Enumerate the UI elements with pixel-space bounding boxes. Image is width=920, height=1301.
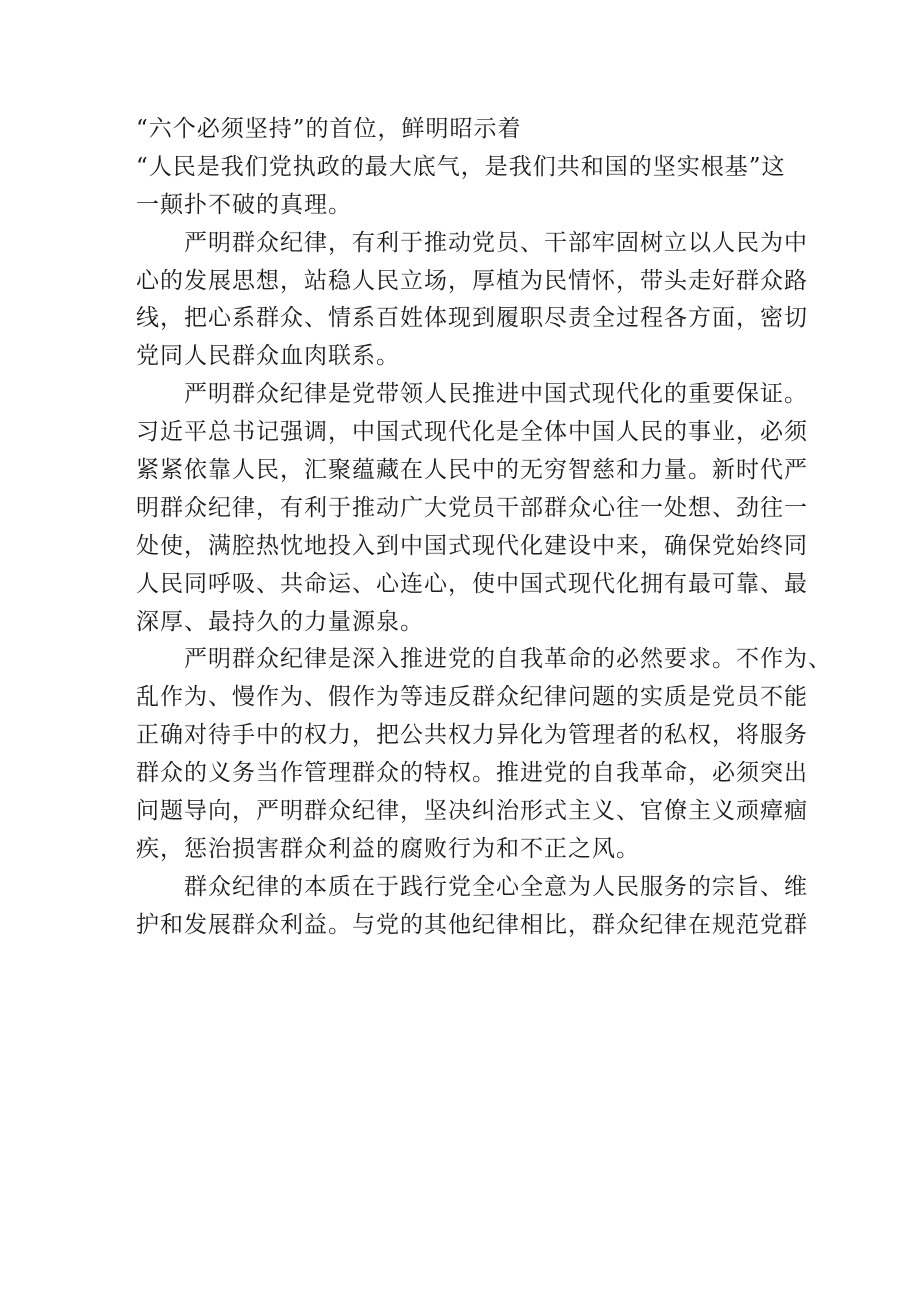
text-line: 紧紧依靠人民，汇聚蕴藏在人民中的无穷智慈和力量。新时代严 — [136, 457, 808, 484]
text-line: 严明群众纪律是深入推进党的自我革命的必然要求。不作为、 — [184, 646, 832, 673]
text-line: 一颠扑不破的真理。 — [136, 191, 352, 218]
text-line: 深厚、最持久的力量源泉。 — [136, 608, 424, 635]
text-line: 疾，惩治损害群众利益的腐败行为和不正之风。 — [136, 835, 640, 862]
text-line: 党同人民群众血肉联系。 — [136, 343, 400, 370]
text-line: 护和发展群众利益。与党的其他纪律相比，群众纪律在规范党群 — [136, 911, 808, 938]
text-line: 严明群众纪律，有利于推动党员、干部牢固树立以人民为中 — [184, 229, 808, 256]
text-line: 群众纪律的本质在于践行党全心全意为人民服务的宗旨、维 — [184, 873, 808, 900]
text-line: 处使，满腔热忱地投入到中国式现代化建设中来，确保党始终同 — [136, 532, 808, 559]
text-line: “六个必须坚持”的首位，鲜明昭示着 — [136, 116, 522, 142]
text-line: 问题导向，严明群众纪律，坚决纠治形式主义、官僚主义顽瘴痼 — [136, 798, 808, 825]
text-line: 线，把心系群众、情系百姓体现到履职尽责全过程各方面，密切 — [136, 305, 808, 332]
text-line: “人民是我们党执政的最大底气，是我们共和国的坚实根基”这 — [136, 153, 786, 180]
text-line: 人民同呼吸、共命运、心连心，使中国式现代化拥有最可靠、最 — [136, 570, 808, 597]
text-line: 正确对待手中的权力，把公共权力异化为管理者的私权，将服务 — [136, 722, 808, 749]
text-line: 心的发展思想，站稳人民立场，厚植为民情怀，带头走好群众路 — [136, 267, 808, 294]
document-body — [136, 111, 832, 945]
text-line: 群众的义务当作管理群众的特权。推进党的自我革命，必须突出 — [136, 760, 808, 787]
text-line: 明群众纪律，有利于推动广大党员干部群众心往一处想、劲往一 — [136, 494, 808, 521]
text-line: 严明群众纪律是党带领人民推进中国式现代化的重要保证。 — [184, 381, 808, 408]
text-line: 乱作为、慢作为、假作为等违反群众纪律问题的实质是党员不能 — [136, 684, 808, 711]
text-line: 习近平总书记强调，中国式现代化是全体中国人民的事业，必须 — [136, 419, 808, 446]
